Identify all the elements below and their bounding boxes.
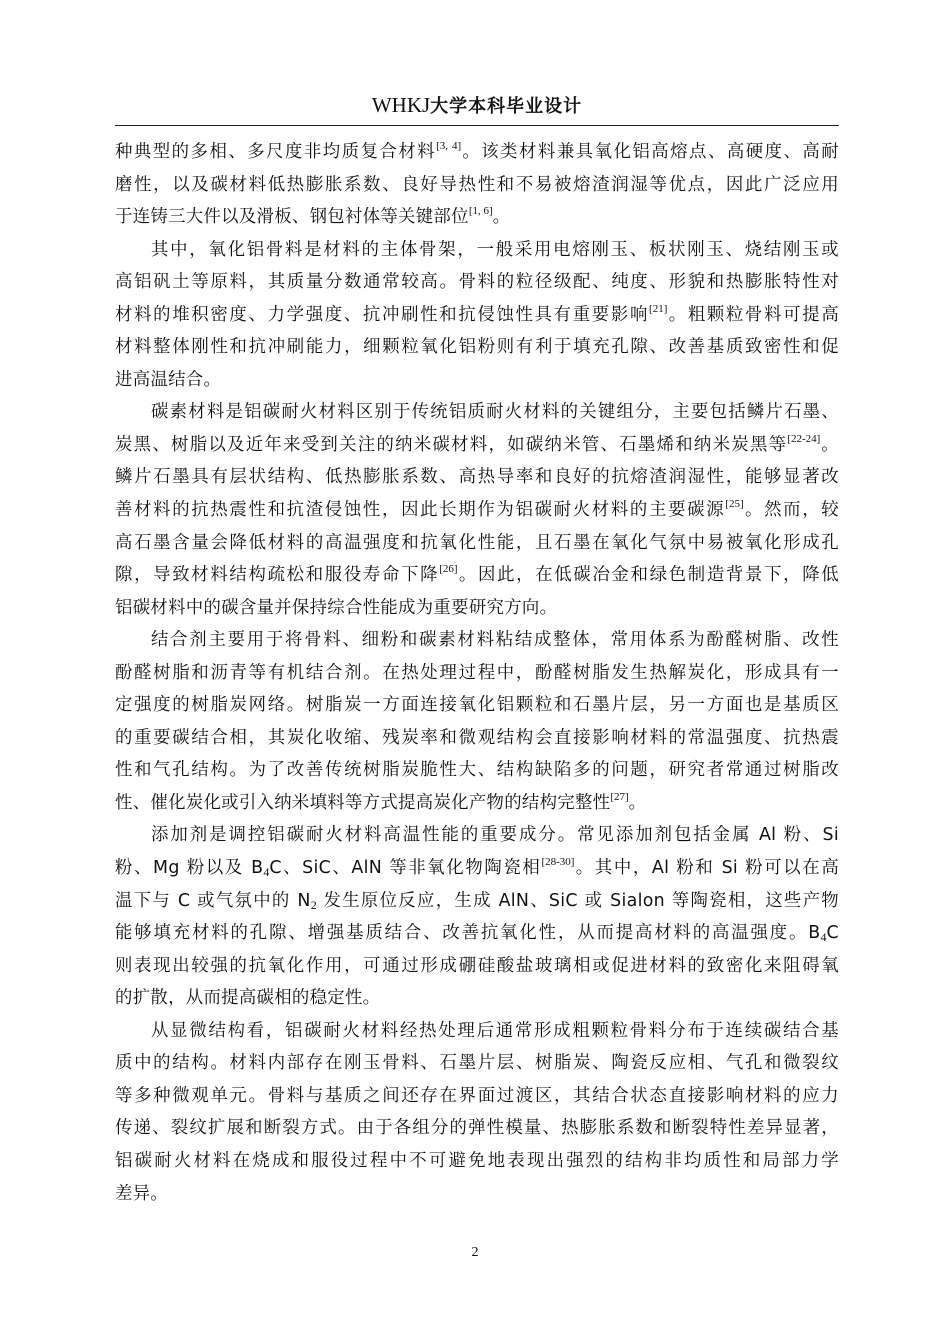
- text-line: [115, 169, 839, 202]
- line-text: 隙，导致材料结构疏松和服役寿命下降: [115, 565, 440, 586]
- text-line: [115, 299, 839, 332]
- text-line: [115, 461, 839, 494]
- text-line: [115, 364, 839, 397]
- header-abbr: WHKJ: [371, 93, 431, 117]
- body-text: [115, 136, 839, 1210]
- citation-superscript: [22-24]: [787, 432, 821, 445]
- line-text: 高石墨含量会降低材料的高温强度和抗氧化性能，且石墨在氧化气氛中易被氧化形成孔: [115, 532, 839, 553]
- line-text: 种典型的多相、多尺度非均质复合材料: [115, 142, 437, 162]
- citation-superscript: [25]: [725, 498, 744, 511]
- line-text: C、SiC、AlN 等非氧化物陶瓷相: [269, 858, 542, 879]
- text-line: [115, 1047, 839, 1080]
- line-text: 。粗颗粒骨料可提高: [667, 304, 840, 325]
- line-text: 结合剂主要用于将骨料、细粉和碳素材料粘结成整体，常用体系为酚醛树脂、改性: [151, 630, 839, 651]
- text-line: [115, 722, 839, 755]
- line-text: 进高温结合。: [115, 369, 222, 390]
- line-text: 的扩散，从而提高碳相的稳定性。: [115, 988, 381, 1009]
- citation-superscript: [21]: [649, 302, 668, 315]
- text-line: [115, 819, 839, 852]
- text-line: [115, 1145, 839, 1178]
- line-text: 。因此，在低碳冶金和绿色制造背景下，降低: [457, 565, 839, 586]
- text-line: [115, 852, 839, 885]
- text-line: [115, 494, 839, 527]
- line-text: 添加剂是调控铝碳耐火材料高温性能的重要成分。常见添加剂包括金属 Al 粉、Si: [151, 825, 839, 846]
- text-line: [115, 1015, 839, 1048]
- line-text: 定强度的树脂炭网络。树脂炭一方面连接氧化铝颗粒和石墨片层，另一方面也是基质区: [115, 695, 839, 716]
- line-text: C: [826, 923, 839, 944]
- citation-superscript: [3, 4]: [436, 140, 462, 152]
- line-text: 材料的堆积密度、力学强度、抗冲刷性和抗侵蚀性具有重要影响: [115, 304, 650, 325]
- text-line: [115, 950, 839, 983]
- citation-superscript: [26]: [439, 563, 458, 576]
- line-text: 差异。: [115, 1183, 169, 1204]
- text-line: [115, 234, 839, 267]
- line-text: 。该类材料兼具氧化铝高熔点、高硬度、高耐: [461, 142, 839, 162]
- line-text: 的重要碳结合相，其炭化收缩、残炭率和微观结构会直接影响材料的常温强度、抗热震: [115, 727, 839, 748]
- text-line: [115, 982, 839, 1015]
- line-text: 则表现出较强的抗氧化作用，可通过形成硼硅酸盐玻璃相或促进材料的致密化来阻碍氧: [115, 955, 839, 976]
- text-line: [115, 1112, 839, 1145]
- line-text: 粉、Mg 粉以及 B: [115, 858, 264, 879]
- text-line: [115, 689, 839, 722]
- line-text: 。: [628, 792, 647, 813]
- text-line: [115, 754, 839, 787]
- line-text: 性和气孔结构。为了改善传统树脂炭脆性大、结构缺陷多的问题，研究者常通过树脂改: [115, 760, 839, 781]
- line-text: 碳素材料是铝碳耐火材料区别于传统铝质耐火材料的关键组分，主要包括鳞片石墨、: [151, 402, 839, 423]
- line-text: 质中的结构。材料内部存在刚玉骨料、石墨片层、树脂炭、陶瓷反应相、气孔和微裂纹: [115, 1053, 839, 1074]
- line-text: 材料整体刚性和抗冲刷能力，细颗粒氧化铝粉则有利于填充孔隙、改善基质致密性和促: [115, 337, 839, 358]
- subscript: 4: [263, 865, 270, 880]
- citation-superscript: [27]: [610, 790, 629, 803]
- text-line: [115, 624, 839, 657]
- line-text: 于连铸三大件以及滑板、钢包衬体等关键部位: [115, 207, 469, 228]
- line-text: 鳞片石墨具有层状结构、低热膨胀系数、高热导率和良好的抗熔渣润湿性，能够显著改: [115, 467, 839, 488]
- header-rule: [115, 125, 839, 126]
- line-text: 从显微结构看，铝碳耐火材料经热处理后通常形成粗颗粒骨料分布于连续碳结合基: [151, 1020, 839, 1041]
- text-line: [115, 396, 839, 429]
- text-line: [115, 1080, 839, 1113]
- text-line: [115, 331, 839, 364]
- subscript: 2: [310, 897, 317, 912]
- header-title: 大学本科毕业设计: [430, 96, 583, 117]
- page-header: [115, 92, 839, 118]
- line-text: 能够填充材料的孔隙、增强基质结合、改善抗氧化性，从而提高材料的高温强度。B: [115, 923, 821, 944]
- line-text: 善材料的抗热震性和抗渣侵蚀性，因此长期作为铝碳耐火材料的主要碳源: [115, 500, 726, 521]
- text-line: [115, 527, 839, 560]
- text-line: [115, 657, 839, 690]
- citation-superscript: [28-30]: [541, 856, 575, 869]
- line-text: 高铝矾土等原料，其质量分数通常较高。骨料的粒径级配、纯度、形貌和热膨胀特性对: [115, 272, 839, 293]
- line-text: 铝碳耐火材料在烧成和服役过程中不可避免地表现出强烈的结构非均质性和局部力学: [115, 1150, 839, 1171]
- line-text: 。然而，较: [743, 500, 839, 521]
- text-line: [115, 787, 839, 820]
- page-number: 2: [471, 1245, 479, 1260]
- line-text: 磨性，以及碳材料低热膨胀系数、良好导热性和不易被熔渣润湿等优点，因此广泛应用: [115, 174, 839, 195]
- text-line: [115, 917, 839, 950]
- text-line: [115, 559, 839, 592]
- text-line: [115, 885, 839, 918]
- text-line: [115, 1178, 839, 1211]
- text-line: [115, 201, 839, 234]
- text-line: [115, 136, 839, 169]
- subscript: 4: [820, 930, 827, 945]
- line-text: 等多种微观单元。骨料与基质之间还存在界面过渡区，其结合状态直接影响材料的应力: [115, 1085, 839, 1106]
- line-text: 传递、裂纹扩展和断裂方式。由于各组分的弹性模量、热膨胀系数和断裂特性差异显著，: [115, 1118, 839, 1139]
- line-text: 。: [820, 434, 839, 455]
- line-text: 发生原位反应，生成 AlN、SiC 或 Sialon 等陶瓷相，这些产物: [316, 890, 839, 911]
- text-line: [115, 429, 839, 462]
- text-line: [115, 266, 839, 299]
- line-text: 其中，氧化铝骨料是材料的主体骨架，一般采用电熔刚玉、板状刚玉、烧结刚玉或: [151, 239, 839, 260]
- line-text: 性、催化炭化或引入纳米填料等方式提高炭化产物的结构完整性: [115, 792, 611, 813]
- line-text: 炭黑、树脂以及近年来受到关注的纳米碳材料，如碳纳米管、石墨烯和纳米炭黑等: [115, 434, 788, 455]
- line-text: 温下与 C 或气氛中的 N: [115, 890, 311, 911]
- line-text: 。其中，Al 粉和 Si 粉可以在高: [574, 858, 840, 879]
- text-line: [115, 592, 839, 625]
- line-text: 。: [492, 207, 511, 228]
- line-text: 酚醛树脂和沥青等有机结合剂。在热处理过程中，酚醛树脂发生热解炭化，形成具有一: [115, 662, 839, 683]
- citation-superscript: [1, 6]: [468, 205, 493, 218]
- line-text: 铝碳材料中的碳含量并保持综合性能成为重要研究方向。: [115, 597, 558, 618]
